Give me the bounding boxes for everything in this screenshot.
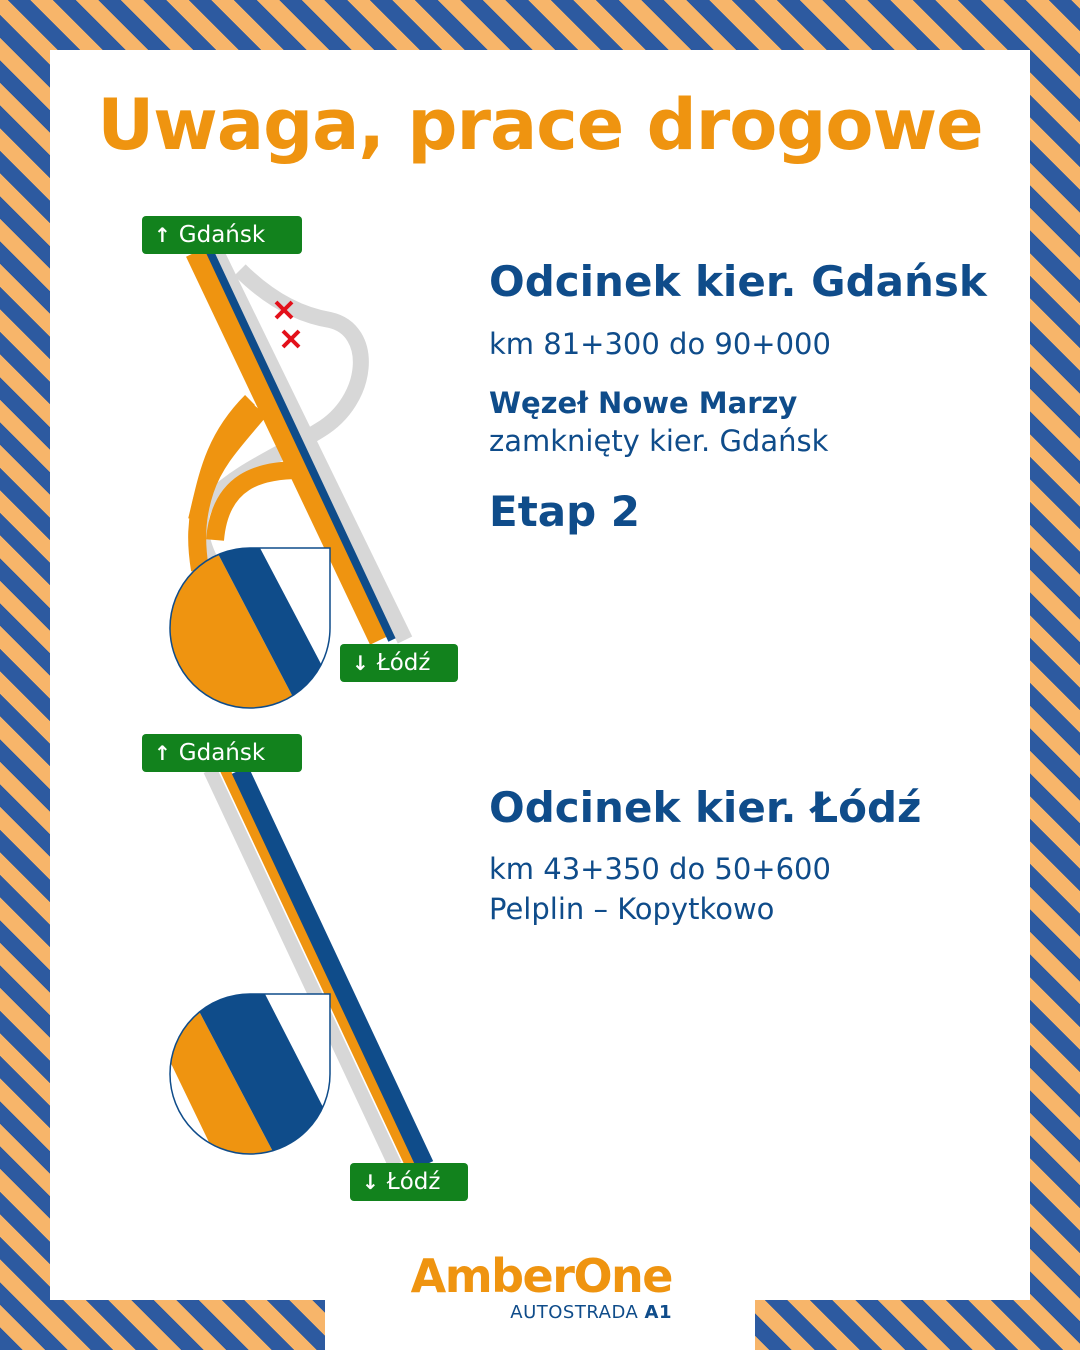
sign-gdansk-1	[142, 216, 302, 254]
logo-brand-b: One	[573, 1249, 672, 1303]
sign-label: Gdańsk	[178, 222, 266, 248]
section-2-route: Pelplin – Kopytkowo	[489, 892, 775, 926]
sign-lodz-1	[340, 644, 458, 682]
sign-lodz-2	[350, 1163, 468, 1201]
magnifier-section-1	[150, 540, 340, 720]
arrow-down-icon: ↓	[352, 651, 369, 675]
arrow-down-icon: ↓	[362, 1170, 379, 1194]
arrow-up-icon: ↑	[154, 741, 171, 765]
section-1-heading: Odcinek kier. Gdańsk	[489, 257, 987, 306]
sign-label: Gdańsk	[178, 740, 266, 766]
section-2-heading: Odcinek kier. Łódź	[489, 783, 922, 832]
amberone-logo	[408, 1249, 672, 1323]
arrow-up-icon: ↑	[154, 223, 171, 247]
section-2-km: km 43+350 do 50+600	[489, 852, 831, 886]
section-1-node: Węzeł Nowe Marzy	[489, 386, 798, 420]
magnifier-section-2	[150, 985, 345, 1165]
sign-gdansk-2	[142, 734, 302, 772]
logo-brand-a: Amber	[410, 1249, 574, 1303]
logo-sub-a: AUTOSTRADA	[510, 1302, 645, 1323]
page-title: Uwaga, prace drogowe	[97, 84, 983, 166]
sign-label: Łódź	[376, 650, 431, 676]
sign-label: Łódź	[386, 1169, 441, 1195]
logo-sub-b: A1	[644, 1302, 672, 1323]
section-1-km: km 81+300 do 90+000	[489, 327, 831, 361]
section-1-stage: Etap 2	[489, 487, 641, 536]
section-1-node-status: zamknięty kier. Gdańsk	[489, 424, 829, 458]
